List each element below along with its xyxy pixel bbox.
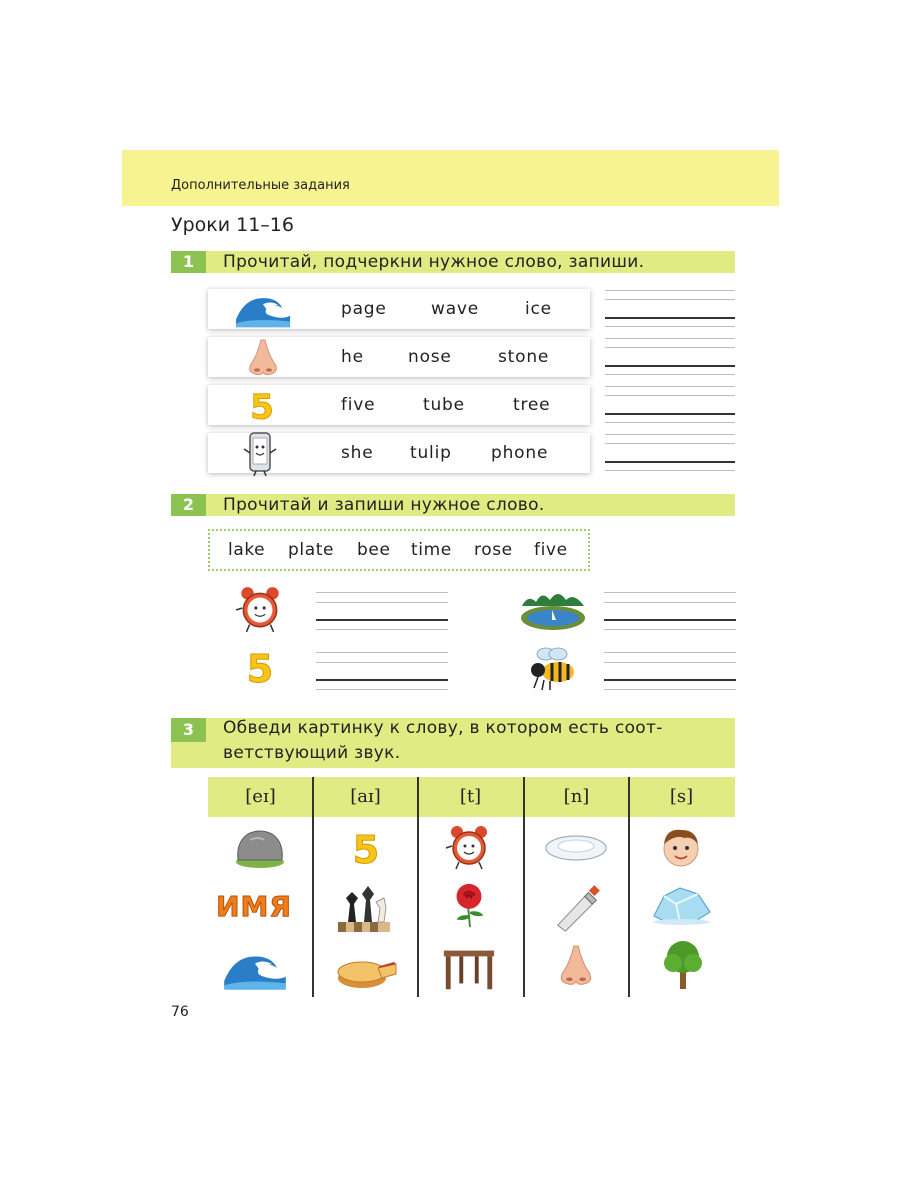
word-option[interactable]: tulip bbox=[410, 443, 452, 463]
name-word-icon[interactable]: ИМЯ bbox=[216, 890, 292, 923]
lake-icon bbox=[518, 584, 588, 632]
alarm-clock-icon[interactable] bbox=[444, 822, 494, 872]
sound-label: [n] bbox=[563, 786, 590, 807]
writing-lines[interactable] bbox=[316, 592, 448, 632]
task3-bar bbox=[171, 718, 735, 768]
writing-lines[interactable] bbox=[316, 652, 448, 692]
sound-label: [s] bbox=[669, 786, 694, 807]
word-option[interactable]: five bbox=[341, 395, 376, 415]
word-bank-item: rose bbox=[474, 540, 513, 560]
word-bank-item: lake bbox=[228, 540, 266, 560]
word-option[interactable]: page bbox=[341, 299, 387, 319]
column-divider bbox=[417, 777, 419, 997]
wave-icon[interactable] bbox=[222, 948, 288, 992]
pie-icon[interactable] bbox=[333, 948, 399, 992]
task2-bar bbox=[171, 494, 735, 516]
task3-instruction-line2: ветствующий звук. bbox=[223, 743, 401, 763]
column-divider bbox=[523, 777, 525, 997]
sound-label: [t] bbox=[459, 786, 482, 807]
word-option[interactable]: ice bbox=[525, 299, 552, 319]
chess-icon[interactable] bbox=[334, 884, 394, 934]
task2-number: 2 bbox=[171, 494, 206, 516]
sound-label: [eɪ] bbox=[245, 786, 276, 807]
number-five-icon bbox=[240, 645, 280, 689]
number-five-icon[interactable] bbox=[346, 826, 386, 870]
ice-icon[interactable] bbox=[650, 882, 714, 926]
alarm-clock-icon bbox=[234, 583, 286, 635]
word-bank bbox=[208, 529, 590, 571]
task3-instruction-line1: Обведи картинку к слову, в котором есть соот- bbox=[223, 718, 663, 738]
rose-icon[interactable] bbox=[445, 880, 493, 930]
task1-number: 1 bbox=[171, 251, 206, 273]
word-option[interactable]: phone bbox=[491, 443, 549, 463]
word-option[interactable]: she bbox=[341, 443, 374, 463]
word-option[interactable]: stone bbox=[498, 347, 550, 367]
word-option[interactable]: he bbox=[341, 347, 364, 367]
page-number: 76 bbox=[171, 1004, 189, 1020]
word-bank-item: time bbox=[411, 540, 452, 560]
tube-icon[interactable] bbox=[550, 882, 604, 932]
lesson-title: Уроки 11–16 bbox=[171, 214, 294, 236]
stone-icon[interactable] bbox=[232, 822, 288, 870]
writing-lines[interactable] bbox=[604, 592, 736, 632]
task3-number: 3 bbox=[171, 718, 206, 742]
task1-row bbox=[208, 385, 590, 425]
sound-label: [aɪ] bbox=[350, 786, 381, 807]
plate-icon[interactable] bbox=[544, 828, 608, 864]
word-bank-item: five bbox=[534, 540, 568, 560]
column-divider bbox=[628, 777, 630, 997]
task2-instruction: Прочитай и запиши нужное слово. bbox=[223, 495, 545, 515]
phone-icon bbox=[240, 429, 280, 477]
writing-lines[interactable] bbox=[604, 652, 736, 692]
word-option[interactable]: tree bbox=[513, 395, 551, 415]
task1-row bbox=[208, 337, 590, 377]
boy-face-icon[interactable] bbox=[656, 822, 706, 872]
nose-icon[interactable] bbox=[554, 944, 598, 988]
tree-icon[interactable] bbox=[658, 936, 708, 992]
writing-lines[interactable] bbox=[605, 338, 735, 378]
task1-row bbox=[208, 433, 590, 473]
nose-icon bbox=[243, 338, 283, 378]
task1-instruction: Прочитай, подчеркни нужное слово, запиши. bbox=[223, 252, 645, 272]
word-option[interactable]: nose bbox=[408, 347, 452, 367]
column-divider bbox=[312, 777, 314, 997]
table-icon[interactable] bbox=[440, 942, 498, 992]
writing-lines[interactable] bbox=[605, 434, 735, 474]
header-band bbox=[122, 150, 779, 206]
word-bank-item: bee bbox=[357, 540, 391, 560]
word-bank-item: plate bbox=[288, 540, 335, 560]
bee-icon bbox=[524, 644, 584, 692]
task1-row bbox=[208, 289, 590, 329]
wave-icon bbox=[234, 290, 292, 330]
word-option[interactable]: wave bbox=[431, 299, 480, 319]
word-option[interactable]: tube bbox=[423, 395, 465, 415]
task1-bar bbox=[171, 251, 735, 273]
writing-lines[interactable] bbox=[605, 386, 735, 426]
number-five-icon bbox=[244, 387, 280, 423]
header-band-text: Дополнительные задания bbox=[171, 178, 350, 193]
writing-lines[interactable] bbox=[605, 290, 735, 330]
